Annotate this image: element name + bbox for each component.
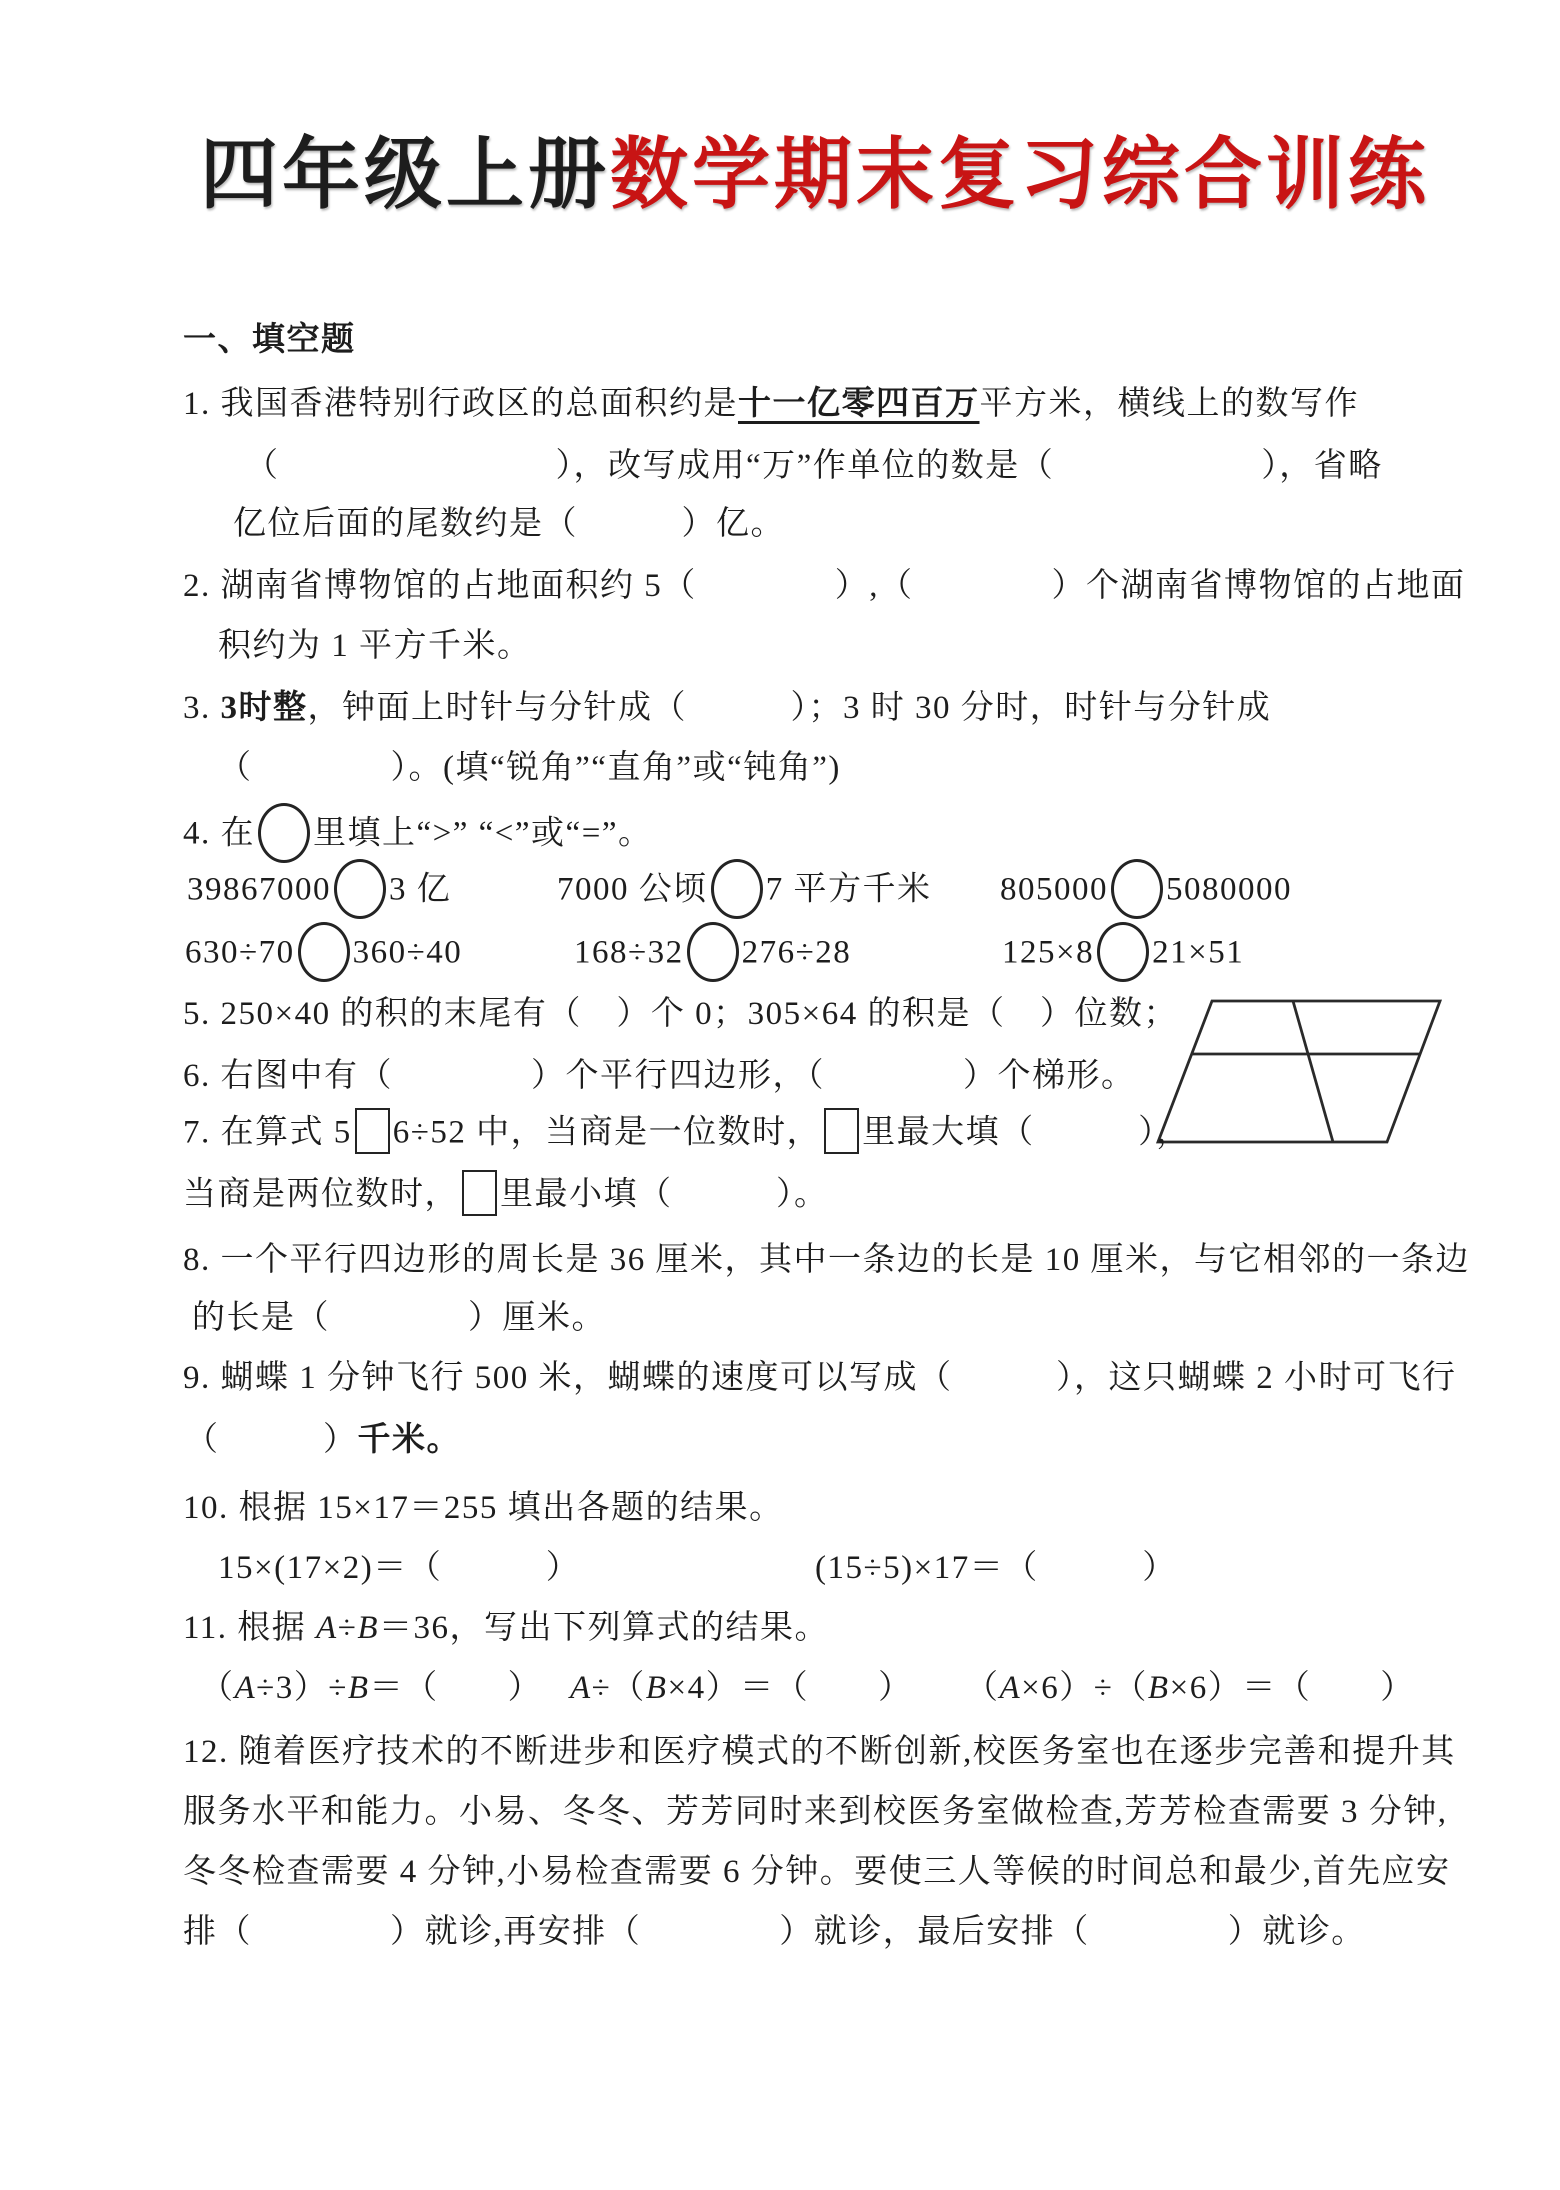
q9-blank: （ ） xyxy=(185,1422,358,1458)
math-var-a: A xyxy=(570,1670,592,1706)
q10-formula-b: (15÷5)×17＝（ ） xyxy=(815,1550,1177,1586)
q4-compare-item xyxy=(185,925,462,985)
q4-left-value: 125×8 xyxy=(1002,934,1095,971)
q4-compare-item xyxy=(1000,862,1292,922)
comparison-circle-blank xyxy=(1097,922,1149,982)
q7-text-end: 里最小填（ ）。 xyxy=(500,1176,829,1213)
question-3-line-1 xyxy=(183,688,1271,728)
q4-left-value: 168÷32 xyxy=(574,934,684,971)
comparison-circle-blank xyxy=(1111,859,1163,919)
math-var-a: A xyxy=(999,1670,1022,1706)
question-7-line-2 xyxy=(183,1174,829,1220)
q11-formula-2: A÷（B×4）＝（ ） xyxy=(570,1670,913,1706)
q4-right-value: 7 平方千米 xyxy=(765,871,932,908)
q3-number: 3. xyxy=(183,690,221,726)
question-7-line-1 xyxy=(183,1112,1191,1158)
q4-text: 4. 在 xyxy=(183,815,255,852)
question-4-header xyxy=(183,806,652,866)
q7-text-mid: 6÷52 中，当商是一位数时， xyxy=(392,1114,822,1151)
digit-box-blank xyxy=(462,1170,497,1216)
math-var-b: B xyxy=(347,1670,370,1706)
q4-compare-item xyxy=(1002,925,1244,985)
q3-bold-time: 3时整 xyxy=(220,690,308,726)
q4-right-value: 3 亿 xyxy=(389,871,452,908)
question-1-line-2: （ ），改写成用“万”作单位的数是（ ），省略 xyxy=(245,448,1383,484)
comparison-circle-blank xyxy=(687,922,739,982)
comparison-circle-blank xyxy=(298,922,350,982)
q4-right-value: 21×51 xyxy=(1152,934,1245,971)
question-12-line-2: 服务水平和能力。小易、冬冬、芳芳同时来到校医务室做检查,芳芳检查需要 3 分钟, xyxy=(183,1794,1448,1830)
q4-left-value: 7000 公顷 xyxy=(557,871,708,908)
math-var-b: B xyxy=(1147,1670,1170,1706)
section-heading: 一、填空题 xyxy=(183,322,356,358)
digit-box-blank xyxy=(824,1108,859,1154)
q4-left-value: 39867000 xyxy=(187,871,331,908)
question-3-line-2: （ ）。(填“锐角”“直角”或“钝角”) xyxy=(218,750,841,786)
math-var-b: B xyxy=(357,1610,379,1646)
comparison-circle-blank xyxy=(334,859,386,919)
q11-formula-3: （A×6）÷（B×6）＝（ ） xyxy=(965,1670,1415,1706)
q4-compare-item xyxy=(557,862,932,922)
q7-text: 当商是两位数时， xyxy=(183,1176,459,1213)
q7-text: 7. 在算式 5 xyxy=(183,1114,352,1151)
q9-bold-unit: 千米。 xyxy=(357,1422,461,1458)
question-1-line-3: 亿位后面的尾数约是（ ）亿。 xyxy=(233,506,785,542)
math-var-a: A xyxy=(316,1610,338,1646)
comparison-circle-blank xyxy=(258,803,310,863)
question-10-line-1: 10. 根据 15×17＝255 填出各题的结果。 xyxy=(183,1490,784,1526)
page-title xyxy=(200,130,1431,218)
slanted-divider-line xyxy=(1293,1001,1333,1142)
q1-text: 1. 我国香港特别行政区的总面积约是 xyxy=(183,386,738,422)
q1-underlined-number: 十一亿零四百万 xyxy=(738,386,980,422)
title-grade-part: 四年级上册 xyxy=(200,130,611,218)
q4-left-value: 630÷70 xyxy=(185,934,295,971)
q11-formula-1: （A÷3）÷B＝（ ） xyxy=(200,1670,543,1706)
question-12-line-3: 冬冬检查需要 4 分钟,小易检查需要 6 分钟。要使三人等候的时间总和最少,首先应安 xyxy=(183,1854,1451,1890)
question-2-line-2: 积约为 1 平方千米。 xyxy=(218,628,532,664)
q10-formula-a: 15×(17×2)＝（ ） xyxy=(218,1550,581,1586)
q4-right-value: 276÷28 xyxy=(741,934,852,971)
q3-text: ，钟面上时针与分针成（ ）；3 时 30 分时，时针与分针成 xyxy=(307,690,1272,726)
math-var-a: A xyxy=(234,1670,257,1706)
q4-right-value: 5080000 xyxy=(1166,871,1292,908)
question-2-line-1: 2. 湖南省博物馆的占地面积约 5（ ）,（ ）个湖南省博物馆的占地面 xyxy=(183,568,1466,604)
question-12-line-1: 12. 随着医疗技术的不断进步和医疗模式的不断创新,校医务室也在逐步完善和提升其 xyxy=(183,1734,1456,1770)
q7-text-end: 里最大填（ ）， xyxy=(862,1114,1191,1151)
q4-left-value: 805000 xyxy=(1000,871,1108,908)
q4-text-end: 里填上“>” “<”或“=”。 xyxy=(313,815,653,852)
question-8-line-1: 8. 一个平行四边形的周长是 36 厘米，其中一条边的长是 10 厘米，与它相邻的一条边 xyxy=(183,1242,1470,1278)
title-subject-part: 数学期末复习综合训练 xyxy=(610,130,1431,218)
q4-compare-item xyxy=(187,862,451,922)
digit-box-blank xyxy=(355,1108,390,1154)
math-var-b: B xyxy=(645,1670,668,1706)
question-8-line-2: 的长是（ ）厘米。 xyxy=(192,1300,606,1336)
question-1-line-1 xyxy=(183,384,1359,424)
question-9-line-1: 9. 蝴蝶 1 分钟飞行 500 米，蝴蝶的速度可以写成（ ），这只蝴蝶 2 小时可飞行 xyxy=(183,1360,1457,1396)
question-11-line-1: 11. 根据 A÷B＝36，写出下列算式的结果。 xyxy=(183,1610,829,1646)
q4-compare-item xyxy=(574,925,851,985)
question-9-line-2 xyxy=(185,1420,461,1460)
question-6-line-1: 6. 右图中有（ ）个平行四边形，（ ）个梯形。 xyxy=(183,1058,1136,1094)
question-5-line-1: 5. 250×40 的积的末尾有（ ）个 0；305×64 的积是（ ）位数； xyxy=(183,996,1178,1032)
question-12-line-4: 排（ ）就诊,再安排（ ）就诊，最后安排（ ）就诊。 xyxy=(183,1914,1366,1950)
comparison-circle-blank xyxy=(711,859,763,919)
q4-right-value: 360÷40 xyxy=(352,934,463,971)
q1-text-end: 平方米，横线上的数写作 xyxy=(979,386,1359,422)
